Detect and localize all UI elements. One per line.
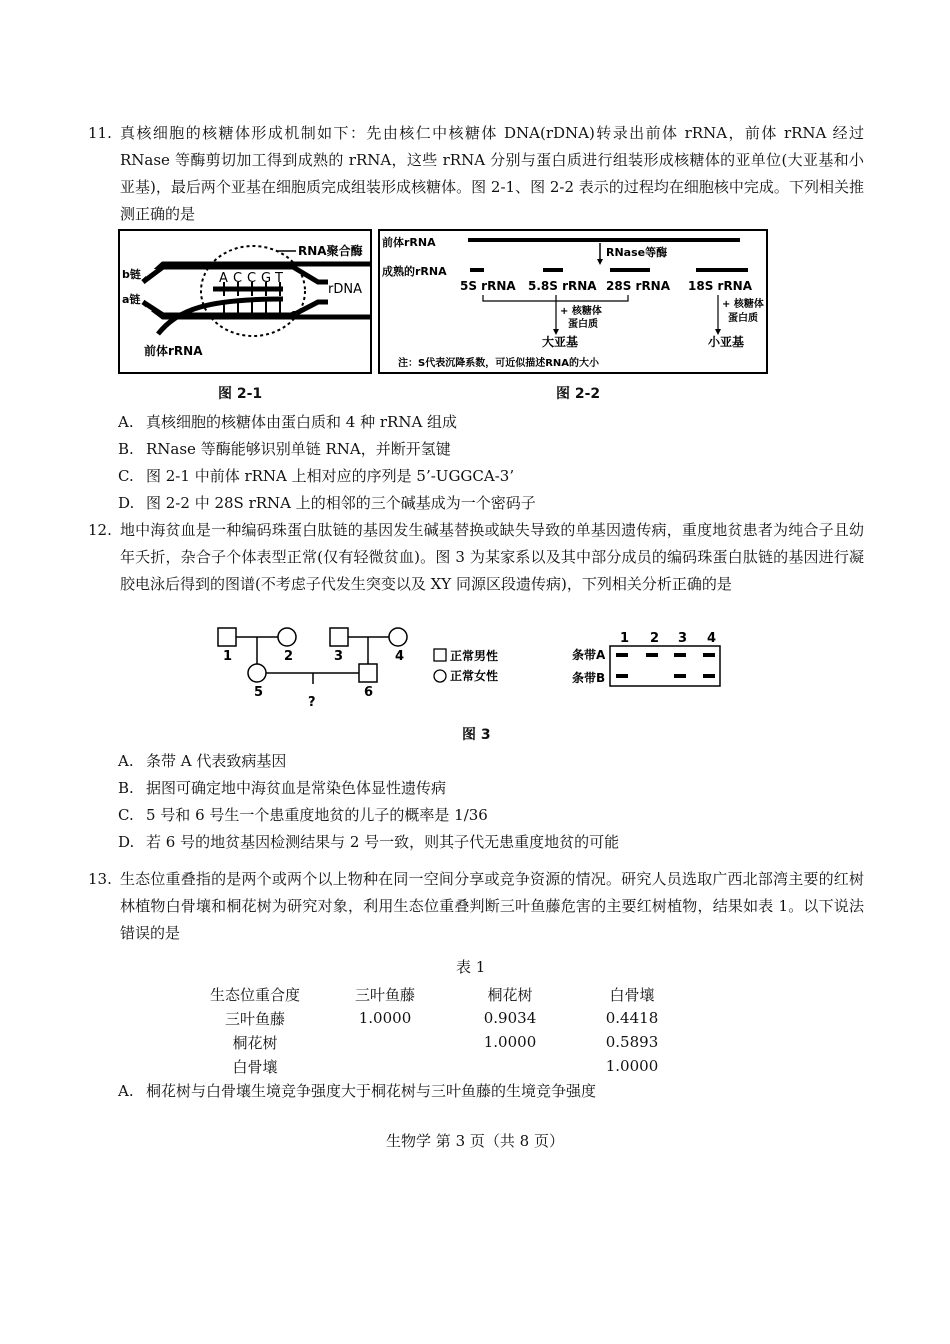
table-cell [320,1030,450,1054]
option-text: 桐花树与白骨壤生境竞争强度大于桐花树与三叶鱼藤的生境竞争强度 [146,1082,597,1100]
legend-female-circle [434,670,446,682]
table-row [190,1006,694,1030]
table-header-row [190,982,694,1006]
option-text: 图 2-2 中 28S rRNA 上的相邻的三个碱基成为一个密码子 [146,494,536,512]
figure-2-2-caption: 图 2-2 [556,386,601,402]
pre-rrna-label: 前体rRNA [382,236,436,249]
id-6: 6 [364,685,374,700]
individual-6-male [359,664,377,682]
option-label: C. [118,806,134,824]
option-text: 5 号和 6 号生一个患重度地贫的儿子的概率是 1/36 [146,806,488,824]
lane-2: 2 [650,631,660,646]
table-1 [190,982,694,1078]
id-4: 4 [395,649,405,664]
table-cell: 1.0000 [605,1057,659,1075]
protein-s-line2: 蛋白质 [728,313,758,324]
q11-option-c[interactable] [118,463,514,489]
id-1: 1 [223,649,233,664]
mature-rrna-label: 成熟的rRNA [382,265,447,278]
question-number: 12. [88,521,112,539]
large-subunit-label: 大亚基 [542,335,579,349]
question-11 [88,120,864,228]
protein-l-line2: 蛋白质 [568,319,598,330]
table-cell: 0.4418 [605,1009,659,1027]
table-header-cell: 白骨壤 [609,985,655,1004]
table-header-cell: 桐花树 [487,985,533,1004]
legend-male-label: 正常男性 [450,649,499,663]
individual-4-female [389,628,407,646]
individual-5-female [248,664,266,682]
q12-option-a[interactable] [118,748,286,774]
q12-option-b[interactable] [118,775,446,801]
small-subunit-label: 小亚基 [708,335,745,349]
table-cell: 1.0000 [358,1009,412,1027]
option-text: 图 2-1 中前体 rRNA 上相对应的序列是 5’-UGGCA-3’ [146,467,515,485]
q12-option-d[interactable] [118,829,619,855]
band-a-lane3 [674,653,686,657]
legend-male-square [434,649,446,661]
lane-4: 4 [707,631,717,646]
28s-rrna-label: 28S rRNA [606,279,671,293]
table-row [190,1054,694,1078]
table-cell: 0.9034 [483,1009,537,1027]
figure-3-pedigree [210,624,730,716]
q12-option-c[interactable] [118,802,488,828]
table-cell: 桐花树 [232,1033,278,1052]
id-5: 5 [254,685,264,700]
individual-2-female [278,628,296,646]
question-stem: 地中海贫血是一种编码珠蛋白肽链的基因发生碱基替换或缺失导致的单基因遗传病，重度地贫患者为纯合子且幼年夭折，杂合子个体表型正常(仅有轻微贫血)。图 3 为某家系以及其中部分成员的编码珠蛋白肽链的基因进行凝胶电泳后得到的图谱(不考虑子代发生突变以及 XY 同源区段遗传病)，下列相关分析正确的是 [120,521,864,593]
question-stem: 真核细胞的核糖体形成机制如下：先由核仁中核糖体 DNA(rDNA)转录出前体 rRNA，前体 rRNA 经过 RNase 等酶剪切加工得到成熟的 rRNA，这些 rRNA 分别与蛋白质进行组装形成核糖体的亚单位(大亚基和小亚基)，最后两个亚基在细胞质完成组装形成核糖体。图 2-1、图 2-2 表示的过程均在细胞核中完成。下列相关推测正确的是 [120,124,864,223]
figure-2-1-caption: 图 2-1 [218,386,263,402]
18s-rrna-label: 18S rRNA [688,279,753,293]
b-chain-label: b链 [122,268,141,281]
figure-2-1 [118,229,372,374]
base-1: A [219,271,228,286]
protein-s-line1: + 核糖体 [722,299,764,310]
rna-polymerase-label: RNA聚合酶 [298,244,363,258]
option-label: B. [118,440,134,458]
question-12 [88,517,864,598]
id-2: 2 [284,649,294,664]
rnase-label: RNase等酶 [606,246,668,259]
q13-option-a[interactable] [118,1078,596,1104]
option-label: C. [118,467,134,485]
band-b-label: 条带B [572,671,606,685]
question-stem: 生态位重叠指的是两个或两个以上物种在同一空间分享或竞争资源的情况。研究人员选取广西北部湾主要的红树林植物白骨壤和桐花树为研究对象，利用生态位重叠判断三叶鱼藤危害的主要红树植物，结果如表 1。以下说法错误的是 [120,870,864,942]
table-cell: 0.5893 [605,1033,659,1051]
option-text: 条带 A 代表致病基因 [146,752,287,770]
option-label: B. [118,779,134,797]
band-b-lane3 [674,674,686,678]
band-b-lane1 [616,674,628,678]
figure-note: 注：S代表沉降系数，可近似描述RNA的大小 [398,358,600,369]
lane-3: 3 [678,631,688,646]
option-label: A. [118,413,134,431]
unknown-child: ? [308,695,316,710]
rdna-label: rDNA [328,282,362,297]
table-cell: 1.0000 [483,1033,537,1051]
band-a-lane4 [703,653,715,657]
table-1-title: 表 1 [456,958,486,976]
pre-rrna-label: 前体rRNA [144,344,203,358]
band-b-lane4 [703,674,715,678]
option-label: D. [118,833,135,851]
option-label: D. [118,494,135,512]
base-5: T [275,271,283,286]
gel-box [610,646,720,686]
table-cell: 三叶鱼藤 [224,1009,285,1028]
option-label: A. [118,752,134,770]
option-text: RNase 等酶能够识别单链 RNA，并断开氢键 [146,440,451,458]
5s-rrna-label: 5S rRNA [460,279,516,293]
band-a-label: 条带A [572,648,606,662]
question-number: 13. [88,870,112,888]
question-number: 11. [88,124,112,142]
question-13 [88,866,864,947]
band-a-lane2 [646,653,658,657]
page-footer: 生物学 第 3 页（共 8 页） [386,1132,564,1150]
protein-l-line1: + 核糖体 [560,306,602,317]
id-3: 3 [334,649,344,664]
individual-3-male [330,628,348,646]
base-4: G [261,271,272,286]
band-a-lane1 [616,653,628,657]
option-text: 若 6 号的地贫基因检测结果与 2 号一致，则其子代无患重度地贫的可能 [146,833,620,851]
individual-1-male [218,628,236,646]
base-2: C [233,271,243,286]
table-cell [320,1054,450,1078]
table-row [190,1030,694,1054]
q11-option-d[interactable] [118,490,536,516]
q11-option-b[interactable] [118,436,451,462]
table-header-cell: 三叶鱼藤 [354,985,415,1004]
lane-1: 1 [620,631,630,646]
figure-3-caption: 图 3 [462,727,491,743]
table-cell [450,1054,570,1078]
a-chain-label: a链 [122,293,141,306]
legend-female-label: 正常女性 [450,669,499,683]
table-cell: 白骨壤 [232,1057,278,1076]
option-text: 真核细胞的核糖体由蛋白质和 4 种 rRNA 组成 [146,413,458,431]
table-header-cell: 生态位重合度 [209,985,300,1004]
base-3: C [247,271,257,286]
figure-2-2 [378,229,768,374]
58s-rrna-label: 5.8S rRNA [528,279,597,293]
q11-option-a[interactable] [118,409,457,435]
option-label: A. [118,1082,134,1100]
option-text: 据图可确定地中海贫血是常染色体显性遗传病 [146,779,447,797]
